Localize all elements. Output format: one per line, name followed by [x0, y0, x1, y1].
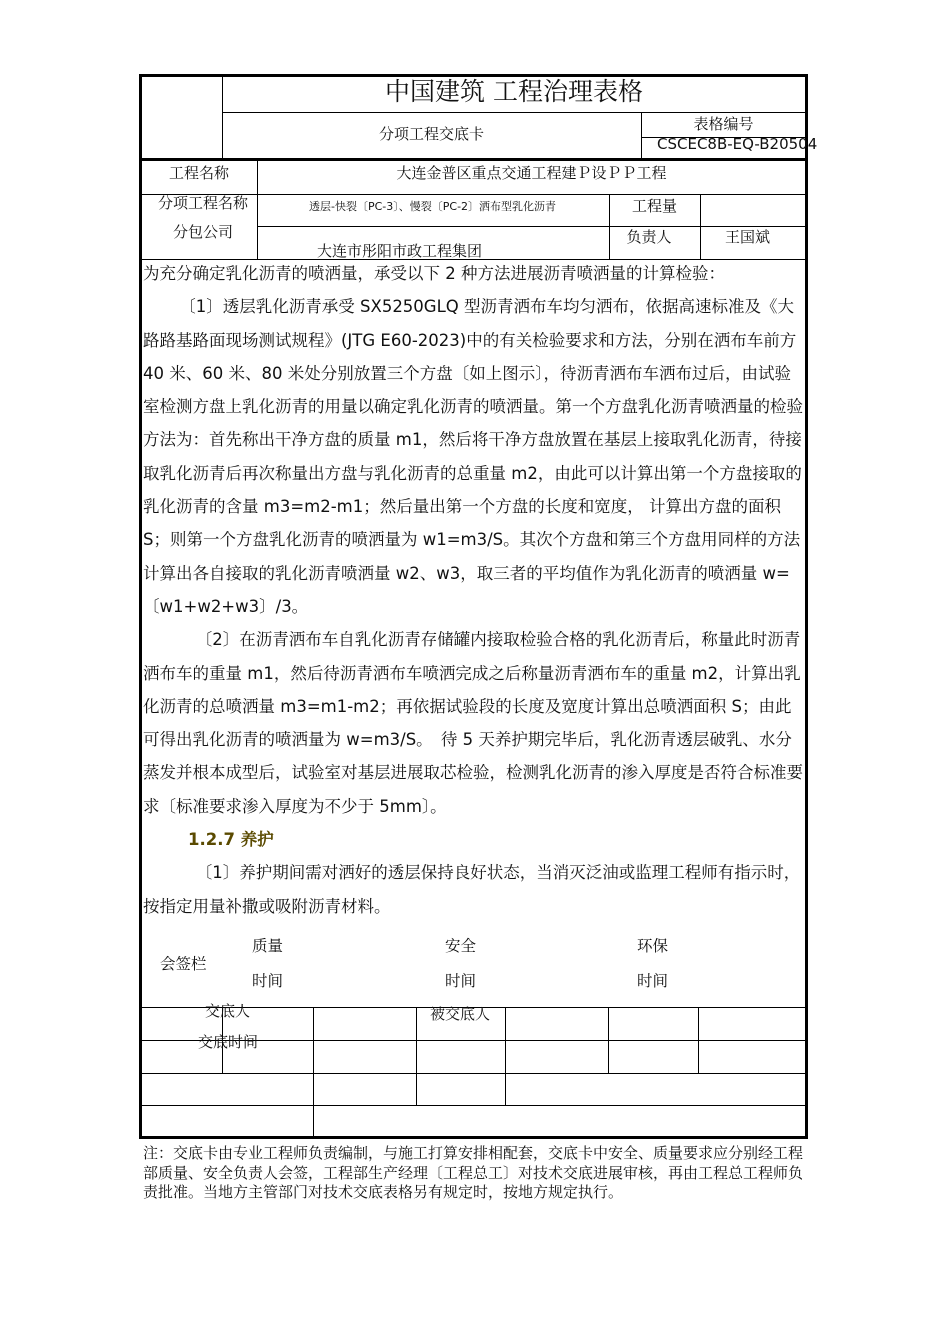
method-2-paragraph: 〔2〕在沥青洒布车自乳化沥青存储罐内接取检验合格的乳化沥青后，称量此时沥青洒布车的重量 m1，然后待沥青洒布车喷洒完成之后称量沥青洒布车的重量 m2，计算出乳化沥青的总喷洒量 m3=m1-m2；再依据试验段的长度及宽度计算出总喷洒面积 S；由此可得出乳化沥青的喷洒量为 w=m3/S。 待 5 天养护期完毕后，乳化沥青透层破乳、水分蒸发并根本成型后，试验室对基层进展取芯检验，检测乳化沥青的渗入厚度是否符合标准要求〔标准要求渗入厚度为不少于 5mm〕。 — [143, 630, 803, 816]
note-text: 注：交底卡由专业工程师负责编制，与施工打算安排相配套，交底卡中安全、质量要求应分别经工程部质量、安全负责人会签，工程部生产经理〔工程总工〕对技术交底进展审核，再由工程总工程师负责批准。当地方主管部门对技术交底表格另有规定时，按地方规定执行。 — [143, 1144, 804, 1201]
intro-paragraph: 为充分确定乳化沥青的喷洒量，承受以下 2 种方法进展沥青喷洒量的计算检验： — [143, 264, 725, 283]
manager-value: 王国斌 — [724, 228, 770, 246]
method-1-paragraph: 〔1〕透层乳化沥青承受 SX5250GLQ 型沥青洒布车均匀洒布，依据高速标准及《大路路基路面现场测试规程》(JTG E60-2023)中的有关检验要求和方法，分别在洒布车前方 40 米、60 米、80 米处分别放置三个方盘〔如上图示〕，待沥青洒布车洒布过后，由试验室检测方盘上乳化沥青的用量以确定乳化沥青的喷洒量。第一个方盘乳化沥青喷洒量的检验方法为：首先称出干净方盘的质量 m1，然后将干净方盘放置在基层上接取乳化沥青，待接取乳化沥青后再次称量出方盘与乳化沥青的总重量 m2，由此可以计算出第一个方盘接取的乳化沥青的含量 m3=m2-m1；然后量出第一个方盘的长度和宽度， 计算出方盘的面积 S；则第一个方盘乳化沥青的喷洒量为 w1=m3/S。其次个方盘和第三个方盘用同样的方法计算出各自接取的乳化沥青喷洒量 w2、w3，取三者的平均值作为乳化沥青的喷洒量 w=〔w1+w2+w3〕/3。 — [143, 297, 803, 616]
receiver-label: 被交底人 — [430, 1005, 491, 1023]
quantity-label: 工程量 — [631, 197, 677, 215]
subcontractor-label: 分包公司 — [172, 223, 233, 241]
quality-time-label: 时间 — [252, 972, 284, 990]
subproject-label: 分项工程名称 — [157, 194, 248, 212]
signoff-label: 会签栏 — [160, 955, 207, 973]
form-code-label: 表格编号 — [693, 115, 754, 133]
subproject-value: 透层-快裂〔PC-3〕、慢裂〔PC-2〕洒布型乳化沥青 — [309, 200, 557, 213]
content-body — [143, 257, 807, 923]
safety-label: 安全 — [445, 937, 477, 955]
project-value: 大连金普区重点交通工程建Ｐ设ＰＰ工程 — [396, 164, 667, 182]
date-label: 交底时间 — [198, 1033, 259, 1051]
section-heading: 1.2.7 养护 — [188, 830, 274, 850]
manager-label: 负责人 — [626, 228, 672, 246]
quality-label: 质量 — [252, 937, 284, 955]
form-code: CSCEC8B-EQ-B20504 — [657, 135, 818, 153]
subcontractor-value: 大连市彤阳市政工程集团 — [317, 242, 483, 260]
project-label: 工程名称 — [168, 164, 229, 182]
presenter-label: 交底人 — [205, 1002, 251, 1020]
page-title: 中国建筑 工程治理表格 — [385, 77, 643, 106]
env-time-label: 时间 — [637, 972, 669, 990]
env-label: 环保 — [637, 937, 669, 955]
form-name: 分项工程交底卡 — [378, 125, 484, 143]
safety-time-label: 时间 — [445, 972, 477, 990]
curing-paragraph: 〔1〕养护期间需对洒好的透层保持良好状态，当消灭泛油或监理工程师有指示时，按指定用量补撒或吸附沥青材料。 — [143, 863, 801, 916]
